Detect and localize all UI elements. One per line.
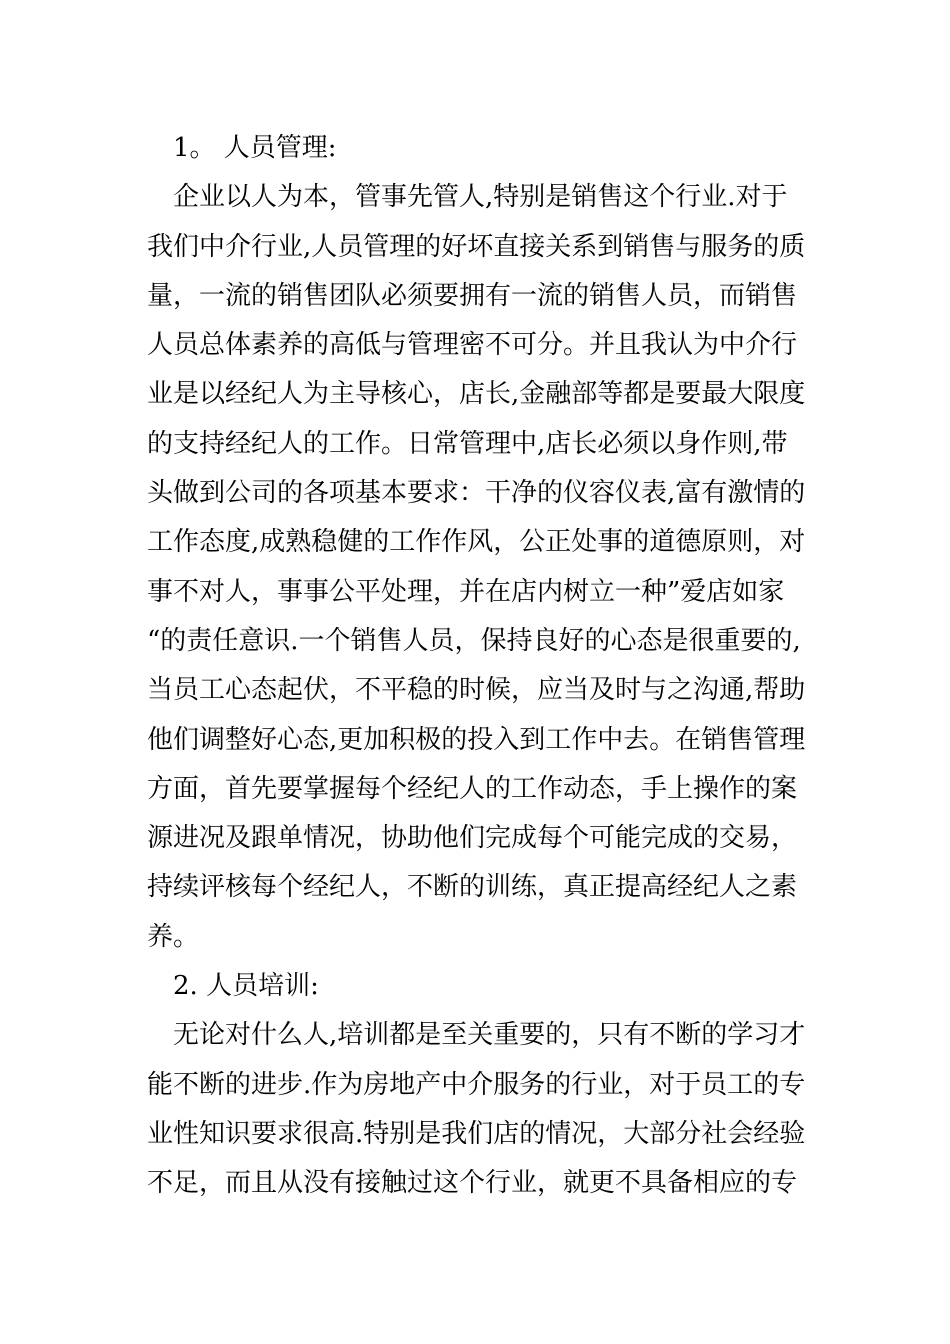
paragraph-line: 不足，而且从没有接触过这个行业，就更不具备相应的专: [147, 1168, 798, 1199]
paragraph-line: 企业以人为本，管事先管人,特别是销售这个行业.对于: [173, 182, 788, 213]
paragraph-line: 工作态度,成熟稳健的工作作风，公正处事的道德原则，对: [147, 527, 806, 558]
paragraph-line: 业是以经纪人为主导核心，店长,金融部等都是要最大限度: [147, 379, 806, 410]
paragraph-line: 业性知识要求很高.特别是我们店的情况，大部分社会经验: [147, 1118, 806, 1149]
paragraph-line: 持续评核每个经纪人，不断的训练，真正提高经纪人之素: [147, 872, 798, 903]
paragraph-line: 能不断的进步.作为房地产中介服务的行业，对于员工的专: [147, 1069, 806, 1100]
paragraph-line: 养。: [147, 921, 200, 952]
section-heading-personnel-training: 2. 人员培训:: [173, 971, 319, 1002]
paragraph-line: 当员工心态起伏，不平稳的时候，应当及时与之沟通,帮助: [147, 675, 806, 706]
section-heading-personnel-management: 1。 人员管理:: [173, 133, 337, 163]
document-body: [147, 124, 827, 1209]
paragraph-line: 我们中介行业,人员管理的好坏直接关系到销售与服务的质: [147, 231, 806, 262]
paragraph-line: 源进况及跟单情况，协助他们完成每个可能完成的交易，: [147, 823, 798, 854]
paragraph-line: 他们调整好心态,更加积极的投入到工作中去。在销售管理: [147, 724, 806, 755]
paragraph-line: “的责任意识.一个销售人员，保持良好的心态是很重要的,: [147, 625, 801, 656]
paragraph-line: 无论对什么人,培训都是至关重要的，只有不断的学习才: [173, 1020, 806, 1051]
paragraph-line: 方面，首先要掌握每个经纪人的工作动态，手上操作的案: [147, 773, 798, 804]
paragraph-line: 人员总体素养的高低与管理密不可分。并且我认为中介行: [147, 330, 798, 361]
paragraph-line: 量，一流的销售团队必须要拥有一流的销售人员，而销售: [147, 280, 798, 311]
paragraph-line: 事不对人，事事公平处理，并在店内树立一种”爱店如家: [147, 576, 785, 607]
paragraph-line: 头做到公司的各项基本要求：干净的仪容仪表,富有激情的: [147, 478, 806, 509]
paragraph-line: 的支持经纪人的工作。日常管理中,店长必须以身作则,带: [147, 428, 788, 459]
